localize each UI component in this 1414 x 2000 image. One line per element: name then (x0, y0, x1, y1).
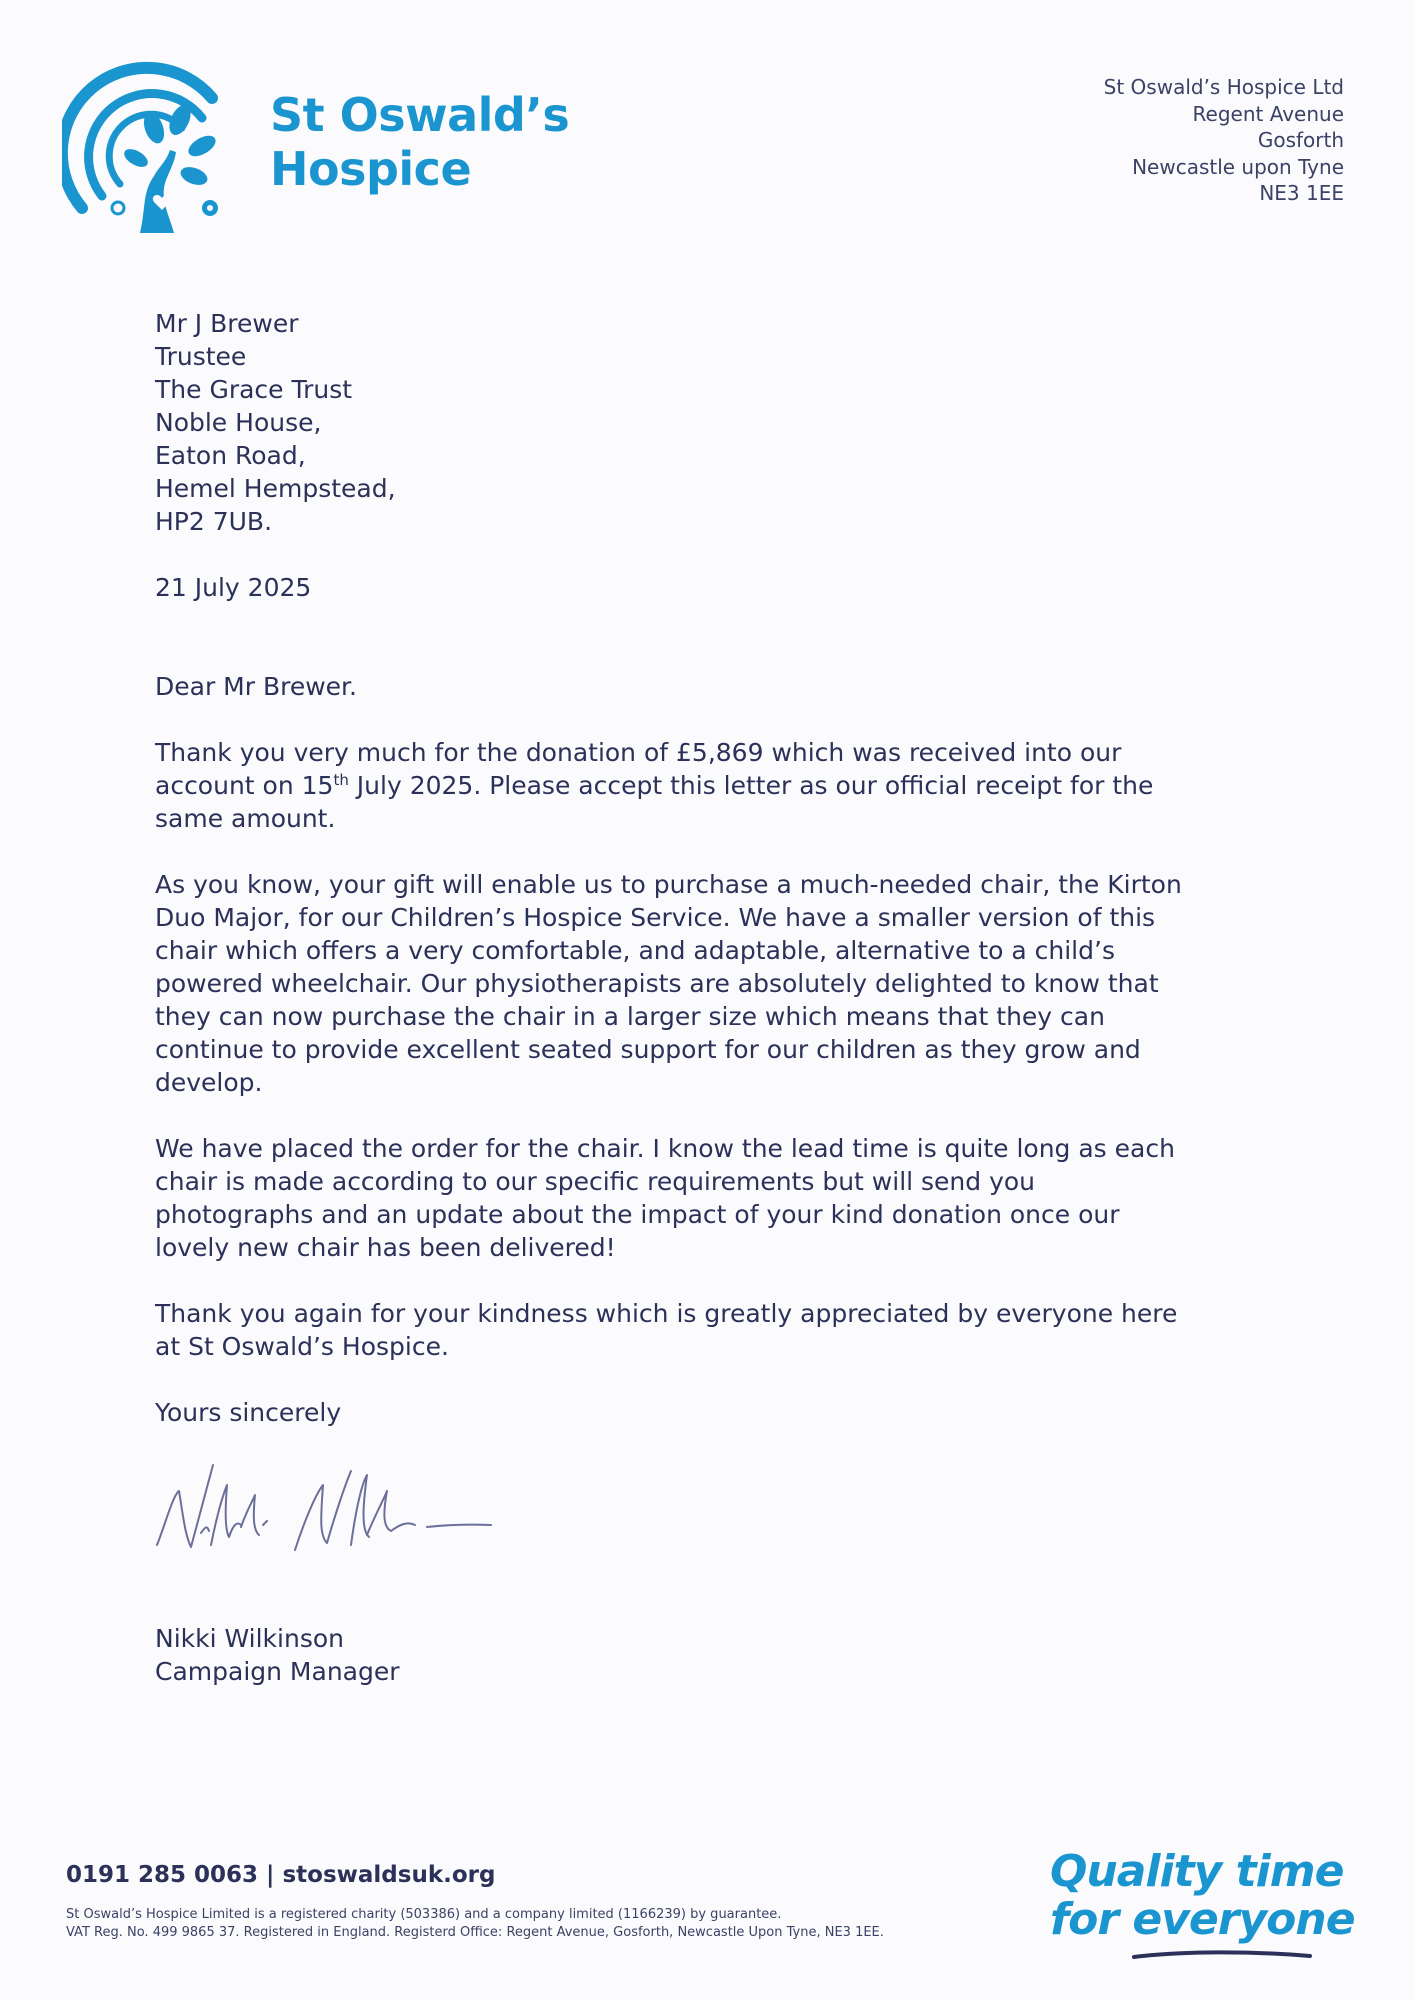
paragraph-line: Thank you again for your kindness which is greatly appreciated by everyone here (155, 1299, 1178, 1328)
closing: Yours sincerely (155, 1398, 342, 1427)
salutation: Dear Mr Brewer. (155, 672, 357, 701)
signatory-title: Campaign Manager (155, 1657, 400, 1686)
sender-line: NE3 1EE (1259, 181, 1344, 205)
legal-line: St Oswald’s Hospice Limited is a registered charity (503386) and a company limited (1166239) by guarantee. (66, 1907, 782, 1922)
recipient-address (155, 307, 1285, 538)
recipient-line: Trustee (155, 342, 247, 371)
tagline-line2: for everyone (1050, 1894, 1355, 1945)
paragraph-thanks (155, 1297, 1285, 1363)
footer-legal (66, 1906, 884, 1942)
paragraph-line: develop. (155, 1068, 263, 1097)
sender-line: Newcastle upon Tyne (1132, 154, 1344, 179)
text-fragment: July 2025. Please accept this letter as our official receipt for the (348, 771, 1154, 800)
signatory-block (155, 1622, 400, 1688)
letter-date: 21 July 2025 (155, 573, 312, 602)
paragraph-line (155, 769, 1285, 802)
paragraph-line: at St Oswald’s Hospice. (155, 1332, 449, 1361)
paragraph-line: We have placed the order for the chair. I know the lead time is quite long as each (155, 1134, 1175, 1163)
legal-line: VAT Reg. No. 499 9865 37. Registered in England. Registerd Office: Regent Avenue, Gosforth, Newcastle Upon Tyne, NE3 1EE. (66, 1925, 884, 1940)
paragraph-line: As you know, your gift will enable us to purchase a much-needed chair, the Kirton (155, 870, 1182, 899)
paragraph-line: lovely new chair has been delivered! (155, 1233, 616, 1262)
sender-address (1104, 74, 1344, 207)
paragraph-line: chair which offers a very comfortable, and adaptable, alternative to a child’s (155, 936, 1115, 965)
recipient-line: Noble House, (155, 408, 322, 437)
handwritten-signature (155, 1455, 495, 1575)
tagline-line1: Quality time (1050, 1846, 1344, 1897)
recipient-line: HP2 7UB. (155, 507, 273, 536)
ordinal-suffix: th (333, 771, 349, 789)
paragraph-receipt (155, 736, 1285, 835)
text-fragment: account on 15 (155, 771, 334, 800)
sender-line: Gosforth (1257, 128, 1344, 152)
hospice-name-line1: St Oswald’s (270, 88, 570, 142)
paragraph-line: photographs and an update about the impact of your kind donation once our (155, 1200, 1120, 1229)
sender-line: St Oswald’s Hospice Ltd (1103, 75, 1344, 99)
recipient-line: The Grace Trust (155, 375, 353, 404)
paragraph-line: they can now purchase the chair in a larger size which means that they can (155, 1002, 1105, 1031)
recipient-line: Mr J Brewer (155, 309, 299, 338)
tree-logo-icon (62, 58, 237, 236)
recipient-line: Hemel Hempstead, (155, 474, 396, 503)
paragraph-line: continue to provide excellent seated support for our children as they grow and (155, 1035, 1141, 1064)
paragraph-chair (155, 868, 1285, 1099)
signatory-name: Nikki Wilkinson (155, 1624, 344, 1653)
hospice-name (270, 88, 569, 196)
paragraph-line: Duo Major, for our Children’s Hospice Service. We have a smaller version of this (155, 903, 1156, 932)
hospice-name-line2: Hospice (270, 142, 472, 196)
footer-contact: 0191 285 0063 | stoswaldsuk.org (66, 1862, 496, 1888)
paragraph-line: chair is made according to our specific requirements but will send you (155, 1167, 1036, 1196)
paragraph-line: Thank you very much for the donation of £5,869 which was received into our (155, 738, 1122, 767)
tagline (1050, 1846, 1355, 1945)
hospice-logo (62, 58, 582, 238)
paragraph-line: powered wheelchair. Our physiotherapists are absolutely delighted to know that (155, 969, 1159, 998)
sender-line: Regent Avenue (1192, 101, 1344, 126)
letter-body (155, 307, 1285, 1429)
paragraph-order (155, 1132, 1285, 1264)
paragraph-line: same amount. (155, 804, 336, 833)
recipient-line: Eaton Road, (155, 441, 306, 470)
tagline-underline-icon (1132, 1948, 1312, 1962)
